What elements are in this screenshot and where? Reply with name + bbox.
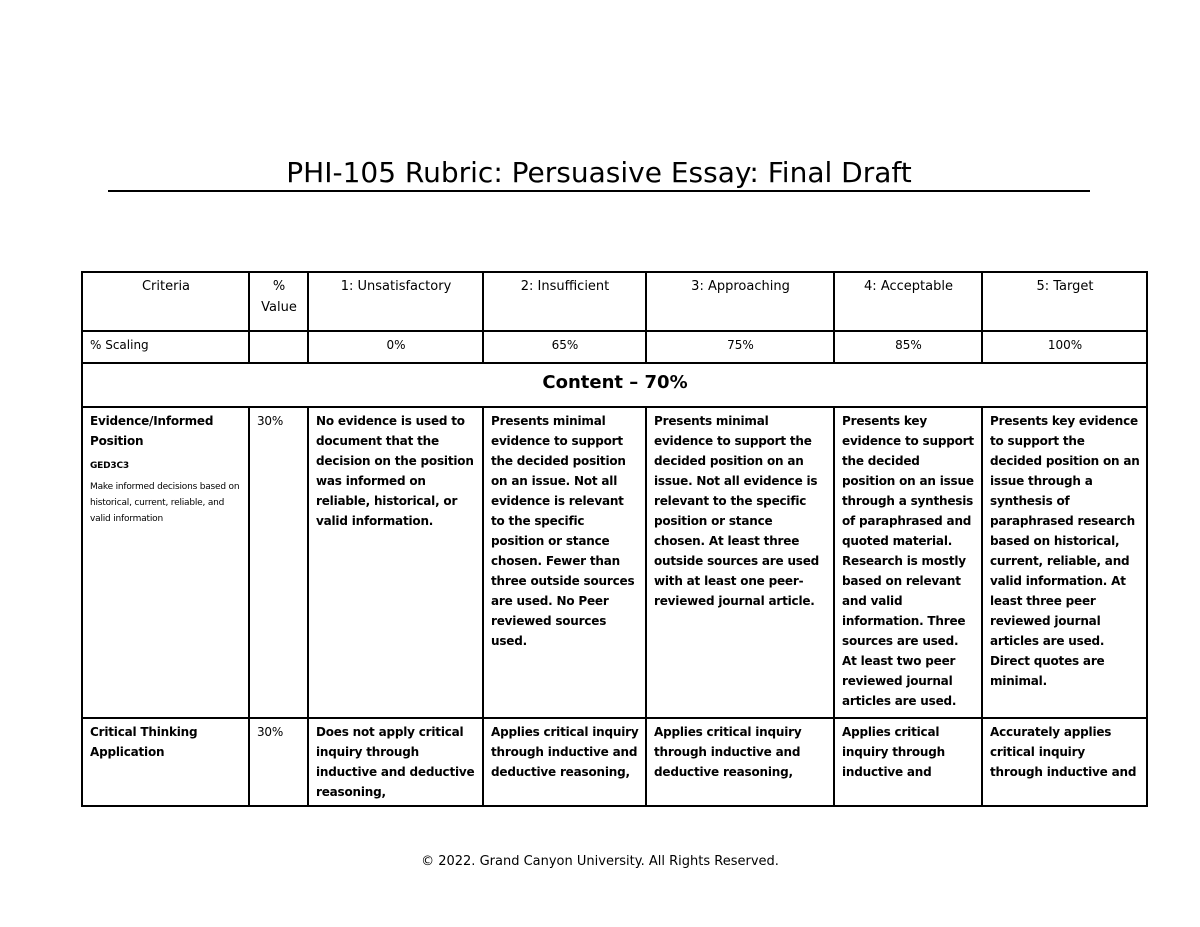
rubric-table — [81, 271, 1148, 807]
header-value-symbol: % — [272, 279, 286, 294]
scaling-level-1: 0% — [308, 331, 483, 363]
section-title: Content – 70% — [82, 363, 1147, 407]
criterion-title: Critical Thinking Application — [82, 718, 249, 806]
scaling-level-5: 100% — [982, 331, 1147, 363]
scaling-level-2: 65% — [483, 331, 646, 363]
table-row — [82, 718, 1147, 806]
criterion-value: 30% — [249, 718, 308, 806]
level-2-description: Applies critical inquiry through inductive and deductive reasoning, — [483, 718, 646, 806]
table-row — [82, 407, 1147, 718]
header-level-4: 4: Acceptable — [834, 272, 982, 331]
level-5-description: Accurately applies critical inquiry through inductive and — [982, 718, 1147, 806]
criterion-cell — [82, 407, 249, 718]
scaling-row — [82, 331, 1147, 363]
criterion-title: Evidence/Informed Position — [90, 414, 214, 448]
document-title: PHI-105 Rubric: Persuasive Essay: Final Draft — [108, 153, 1090, 192]
criterion-code: GED3C3 — [90, 461, 129, 471]
level-2-description: Presents minimal evidence to support the decided position on an issue. Not all evidence is relevant to the specific position or stance chosen. Fewer than three outside sources are used. No Peer reviewed sources used. — [483, 407, 646, 718]
level-3-description: Presents minimal evidence to support the decided position on an issue. Not all evidence is relevant to the specific position or stance chosen. At least three outside sources are used with at least one peer-reviewed journal article. — [646, 407, 834, 718]
header-level-3: 3: Approaching — [646, 272, 834, 331]
header-level-1: 1: Unsatisfactory — [308, 272, 483, 331]
criterion-note: Make informed decisions based on historical, current, reliable, and valid information — [90, 482, 240, 524]
level-4-description: Presents key evidence to support the decided position on an issue through a synthesis of paraphrased and quoted material. Research is mostly based on relevant and valid information. Three sources are used. At least two peer reviewed journal articles are used. — [834, 407, 982, 718]
level-3-description: Applies critical inquiry through inductive and deductive reasoning, — [646, 718, 834, 806]
level-4-description: Applies critical inquiry through inductive and — [834, 718, 982, 806]
section-row — [82, 363, 1147, 407]
scaling-level-4: 85% — [834, 331, 982, 363]
scaling-level-3: 75% — [646, 331, 834, 363]
header-level-2: 2: Insufficient — [483, 272, 646, 331]
criterion-value: 30% — [249, 407, 308, 718]
header-level-5: 5: Target — [982, 272, 1147, 331]
header-value-label: Value — [261, 300, 297, 315]
scaling-label: % Scaling — [82, 331, 249, 363]
header-value — [249, 272, 308, 331]
level-1-description: No evidence is used to document that the decision on the position was informed on reliable, historical, or valid information. — [308, 407, 483, 718]
level-5-description: Presents key evidence to support the decided position on an issue through a synthesis of paraphrased research based on historical, current, reliable, and valid information. At least three peer reviewed journal articles are used. Direct quotes are minimal. — [982, 407, 1147, 718]
scaling-value — [249, 331, 308, 363]
level-1-description: Does not apply critical inquiry through inductive and deductive reasoning, — [308, 718, 483, 806]
header-criteria: Criteria — [82, 272, 249, 331]
header-row — [82, 272, 1147, 331]
copyright-footer: © 2022. Grand Canyon University. All Rights Reserved. — [421, 854, 779, 869]
